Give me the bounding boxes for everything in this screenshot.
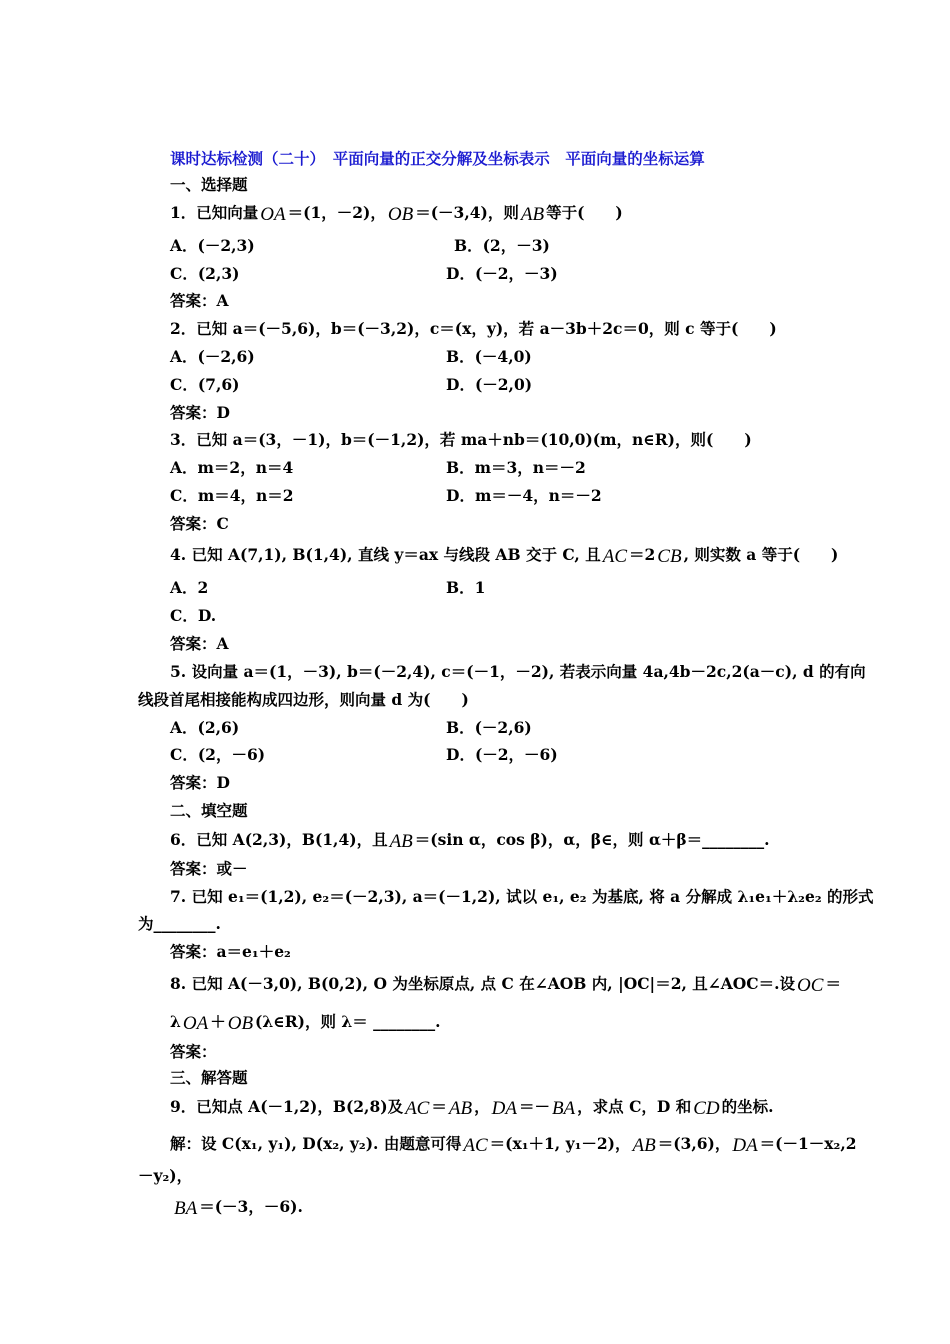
option-d: D．(－2，－6) xyxy=(446,745,558,764)
section-heading: 二、填空题 xyxy=(170,801,248,820)
vector-label: OB xyxy=(227,1013,254,1034)
answer: 答案：C xyxy=(170,514,229,533)
vector-label: AC xyxy=(463,1135,488,1156)
option-b: B．(－2,6) xyxy=(446,718,532,737)
vector-label: DA xyxy=(491,1098,517,1119)
option-c: C．(7,6) xyxy=(170,375,240,394)
question-text: ＝－ xyxy=(518,1097,550,1116)
vector-label: OB xyxy=(387,204,414,225)
question-4 xyxy=(170,545,838,565)
vector-label: CD xyxy=(693,1098,720,1119)
option-a: A．(－2,3) xyxy=(170,236,255,255)
question-5-cont: 线段首尾相接能构成四边形，则向量 d 为( ) xyxy=(138,690,469,709)
vector-label: OC xyxy=(797,975,824,996)
question-7: 7. 已知 e₁＝(1,2), e₂＝(－2,3), a＝(－1,2), 试以 e₁, e₂ 为基底, 将 a 分解成 λ₁e₁＋λ₂e₂ 的形式 xyxy=(170,887,874,906)
answer: 答案： xyxy=(170,1042,217,1061)
question-text: (λ∈R)，则 λ＝ ________. xyxy=(255,1012,441,1031)
question-8 xyxy=(170,974,841,994)
question-text: 的坐标. xyxy=(721,1097,774,1116)
question-2: 2．已知 a＝(－5,6)，b＝(－3,2)，c＝(x，y)，若 a－3b＋2c＝0，则 c 等于( ) xyxy=(170,319,777,338)
option-a: A．(－2,6) xyxy=(170,347,255,366)
solution-text: ＝(x₁＋1, y₁－2)， xyxy=(489,1134,631,1153)
vector-label: OA xyxy=(260,204,286,225)
question-text: ＝(－3,4)，则 xyxy=(415,203,519,222)
answer: 答案：或－ xyxy=(170,859,248,878)
option-d: D．(－2,0) xyxy=(446,375,533,394)
vector-label: AB xyxy=(520,204,545,225)
answer: 答案：a＝e₁＋e₂ xyxy=(170,942,291,961)
question-text: 8. 已知 A(－3,0), B(0,2), O 为坐标原点, 点 C 在∠AOB 内, |OC|＝2, 且∠AOC＝.设 xyxy=(170,974,796,993)
question-6 xyxy=(170,830,770,850)
question-text: 1．已知向量 xyxy=(170,203,259,222)
option-d: D．(－2，－3) xyxy=(446,264,558,283)
option-c: C．m＝4，n＝2 xyxy=(170,486,294,505)
question-text: λ xyxy=(170,1012,181,1031)
question-text: 等于( ) xyxy=(546,203,623,222)
vector-label: BA xyxy=(551,1098,576,1119)
question-8-cont xyxy=(170,1012,441,1032)
question-text: ＝2 xyxy=(629,545,656,564)
question-text: 4. 已知 A(7,1), B(1,4), 直线 y＝ax 与线段 AB 交于 C, 且 xyxy=(170,545,601,564)
question-text: 6．已知 A(2,3)，B(1,4)，且 xyxy=(170,830,388,849)
solution-text: ＝(3,6)， xyxy=(657,1134,731,1153)
option-a: A．2 xyxy=(170,578,209,597)
option-c: C．D. xyxy=(170,606,217,625)
question-9 xyxy=(170,1097,774,1117)
vector-label: AB xyxy=(632,1135,656,1156)
vector-label: OA xyxy=(182,1013,209,1034)
question-text: ＝(sin α，cos β)，α，β∈，则 α＋β＝________. xyxy=(414,830,770,849)
solution-text: ＝(－3，－6). xyxy=(199,1197,303,1216)
vector-label: AB xyxy=(448,1098,473,1119)
section-heading: 一、选择题 xyxy=(170,175,248,194)
option-a: A．(2,6) xyxy=(170,718,240,737)
option-a: A．m＝2，n＝4 xyxy=(170,458,294,477)
option-b: B．m＝3，n＝－2 xyxy=(446,458,586,477)
option-b: B．1 xyxy=(446,578,486,597)
question-text: ，求点 C，D 和 xyxy=(577,1097,692,1116)
vector-label: AB xyxy=(389,831,413,852)
solution-line xyxy=(170,1134,857,1154)
question-1 xyxy=(170,203,623,223)
section-heading: 三、解答题 xyxy=(170,1068,248,1087)
solution-text: 解：设 C(x₁, y₁), D(x₂, y₂). 由题意可得 xyxy=(170,1134,462,1153)
option-c: C．(2,3) xyxy=(170,264,240,283)
option-b: B．(－4,0) xyxy=(446,347,532,366)
question-5: 5. 设向量 a＝(1，－3), b＝(－2,4), c＝(－1，－2), 若表示向量 4a,4b－2c,2(a－c), d 的有向 xyxy=(170,662,866,681)
question-text: , 则实数 a 等于( ) xyxy=(683,545,839,564)
answer: 答案：D xyxy=(170,773,230,792)
question-text: ＝ xyxy=(431,1097,447,1116)
question-text: ＋ xyxy=(210,1012,226,1031)
solution-line-cont xyxy=(172,1197,303,1217)
answer: 答案：A xyxy=(170,634,229,653)
question-text: ＝(1，－2)， xyxy=(287,203,386,222)
page-title: 课时达标检测（二十） 平面向量的正交分解及坐标表示 平面向量的坐标运算 xyxy=(170,149,705,168)
solution-line-cont: －y₂)， xyxy=(138,1166,193,1185)
question-text: ， xyxy=(474,1097,490,1116)
option-d: D．m＝－4，n＝－2 xyxy=(446,486,602,505)
question-3: 3．已知 a＝(3，－1)，b＝(－1,2)，若 ma＋nb＝(10,0)(m，n∈R)，则( ) xyxy=(170,430,752,449)
answer: 答案：D xyxy=(170,403,230,422)
solution-text: ＝(－1－x₂,2 xyxy=(759,1134,857,1153)
vector-label: BA xyxy=(174,1198,198,1219)
question-text: 9．已知点 A(－1,2)，B(2,8)及 xyxy=(170,1097,404,1116)
option-b: B．(2，－3) xyxy=(454,236,550,255)
vector-label: AC xyxy=(405,1098,430,1119)
option-c: C．(2，－6) xyxy=(170,745,266,764)
vector-label: DA xyxy=(732,1135,758,1156)
vector-label: AC xyxy=(602,546,627,567)
answer: 答案：A xyxy=(170,291,229,310)
question-7-cont: 为________. xyxy=(138,914,221,933)
vector-label: CB xyxy=(657,546,682,567)
question-text: ＝ xyxy=(825,974,841,993)
